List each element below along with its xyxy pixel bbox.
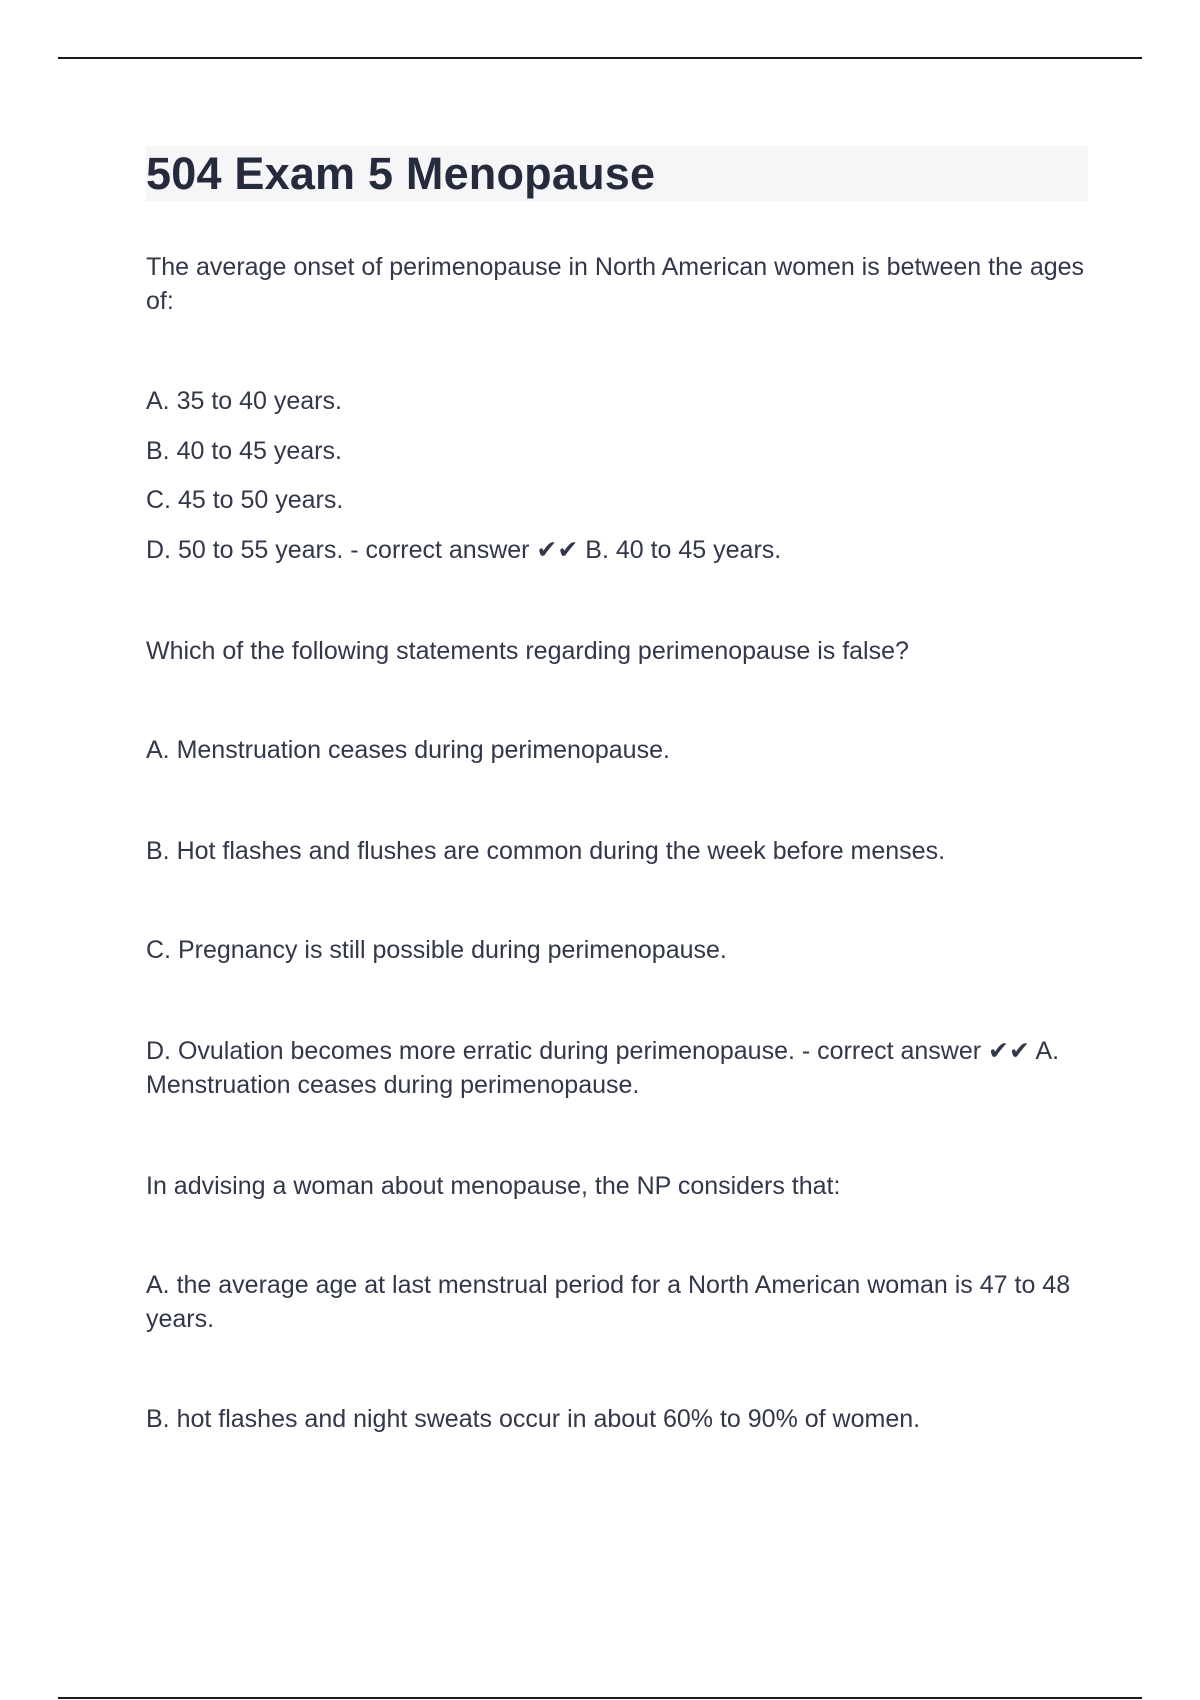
- question-2-option-c: C. Pregnancy is still possible during perimenopause.: [146, 936, 727, 964]
- question-1-stem: The average onset of perimenopause in North American women is between the ages of:: [146, 253, 1085, 315]
- question-3-stem: In advising a woman about menopause, the NP considers that:: [146, 1172, 841, 1200]
- footer-rule: [58, 1697, 1142, 1699]
- question-3-option-a: A. the average age at last menstrual period for a North American woman is 47 to 48 years.: [146, 1271, 1071, 1333]
- question-2-option-b: B. Hot flashes and flushes are common during the week before menses.: [146, 837, 946, 865]
- question-2-option-d-answer: D. Ovulation becomes more erratic during perimenopause. - correct answer ✔✔ A. Menstruation ceases during perimenopause.: [146, 1037, 1060, 1099]
- question-1-option-d-answer: D. 50 to 55 years. - correct answer ✔✔ B. 40 to 45 years.: [146, 536, 782, 564]
- question-1-option-a: A. 35 to 40 years.: [146, 387, 342, 415]
- question-3-option-b: B. hot flashes and night sweats occur in about 60% to 90% of women.: [146, 1405, 921, 1433]
- question-1-option-c: C. 45 to 50 years.: [146, 486, 344, 514]
- question-1-option-b: B. 40 to 45 years.: [146, 437, 342, 465]
- question-2-option-a: A. Menstruation ceases during perimenopause.: [146, 736, 670, 764]
- document-title: 504 Exam 5 Menopause: [146, 148, 656, 199]
- header-rule: [58, 57, 1142, 59]
- question-2-stem: Which of the following statements regarding perimenopause is false?: [146, 637, 909, 665]
